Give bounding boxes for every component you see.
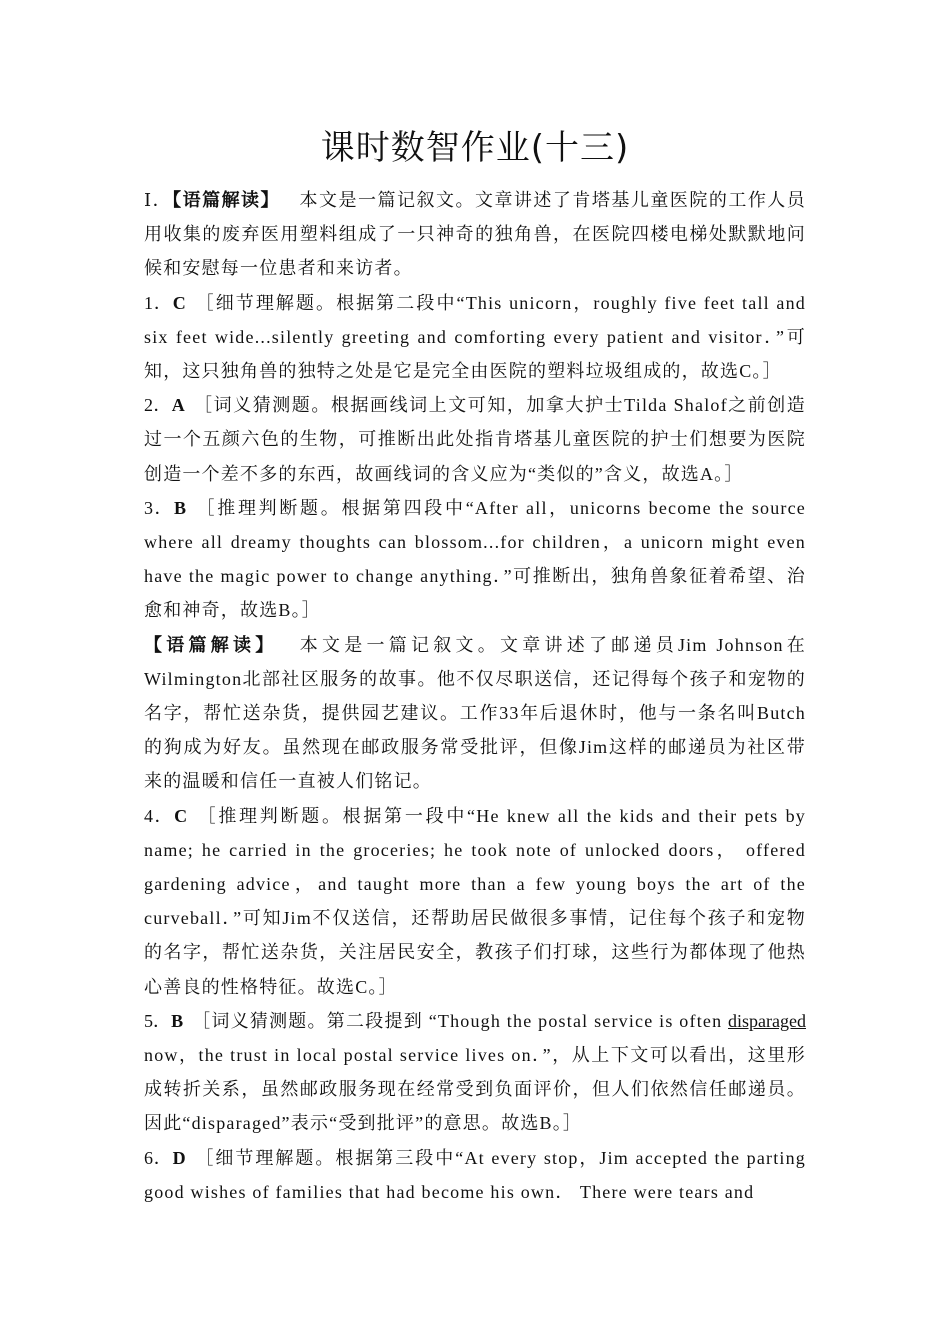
answer-letter: B [171,1010,184,1031]
answer-explanation: ［细节理解题。根据第二段中“This unicorn，roughly five feet tall and six feet wide...silently greeting and comforting every patient and visitor．”可知，这只独角兽的独特之处是它是完全由医院的塑料垃圾组成的，故选C。］ [144,292,807,382]
answer-item-6 [144,1141,806,1209]
answer-letter: D [172,1147,186,1168]
answer-letter: A [171,395,185,416]
question-number: 6． [144,1147,173,1168]
passage-summary-tag: 【语篇解读】 [172,190,281,210]
question-number: 3． [144,497,175,518]
answer-explanation: ［细节理解题。根据第三段中“At every stop，Jim accepted the parting good wishes of families that had become his own． There were tears and [144,1147,807,1202]
underlined-word: disparaged [728,1010,806,1031]
answer-item-1 [144,286,806,389]
answer-explanation: ［推理判断题。根据第四段中“After all，unicorns become the source where all dreamy thoughts can blossom...for children，a unicorn might even have the magic power to change anything．”可推断出，独角兽象征着希望、治愈和神奇，故选B。］ [144,497,806,621]
answer-content [144,183,806,1209]
answer-letter: C [174,805,188,826]
answer-item-3 [144,491,806,628]
passage-summary-text: 本文是一篇记叙文。文章讲述了邮递员Jim Johnson在Wilmington北部社区服务的故事。他不仅尽职送信，还记得每个孩子和宠物的名字，帮忙送杂货，提供园艺建议。工作33年后退休时，他与一条名叫Butch的狗成为好友。虽然现在邮政服务常受批评，但像Jim这样的邮递员为社区带来的温暖和信任一直被人们铭记。 [144,634,806,792]
answer-item-2 [144,388,806,491]
answer-explanation: ［词义猜测题。根据画线词上文可知，加拿大护士Tilda Shalof之前创造过一个五颜六色的生物，可推断出此处指肯塔基儿童医院的护士们想要为医院创造一个差不多的东西，故画线词的含义应为“类似的”含义，故选A。］ [144,395,806,484]
page-title: 课时数智作业(十三) [320,128,630,168]
question-number: 1． [144,292,173,313]
passage-summary-1 [144,183,806,286]
answer-letter: C [172,292,186,313]
section-roman-numeral: Ⅰ． [144,190,173,210]
answer-explanation-part-1: ［词义猜测题。第二段提到 “Though the postal service is often [192,1010,729,1031]
passage-summary-tag: 【语篇解读】 [144,634,278,655]
answer-explanation-part-2: now，the trust in local postal service lives on．”，从上下文可以看出，这里形成转折关系，虽然邮政服务现在经常受到负面评价，但人们依然信任邮递员。因此“disparaged”表示“受到批评”的意思。故选B。］ [144,1045,806,1134]
answer-item-4 [144,799,806,1004]
passage-summary-text: 本文是一篇记叙文。文章讲述了肯塔基儿童医院的工作人员用收集的废弃医用塑料组成了一只神奇的独角兽，在医院四楼电梯处默默地问候和安慰每一位患者和来访者。 [144,190,806,279]
answer-explanation: ［推理判断题。根据第一段中“He knew all the kids and their pets by name; he carried in the groceries; he took note of unlocked doors， offered gardening advice，and taught more than a few young boys the art of the curveball．”可知Jim不仅送信，还帮助居民做很多事情，记住每个孩子和宠物的名字，帮忙送杂货，关注居民安全，教孩子们打球，这些行为都体现了他热心善良的性格特征。故选C。］ [144,805,806,997]
question-number: 5． [144,1010,172,1031]
answer-letter: B [174,497,187,518]
answer-item-5 [144,1004,806,1141]
question-number: 4． [144,805,175,826]
passage-summary-2 [144,628,806,799]
question-number: 2． [144,395,172,416]
